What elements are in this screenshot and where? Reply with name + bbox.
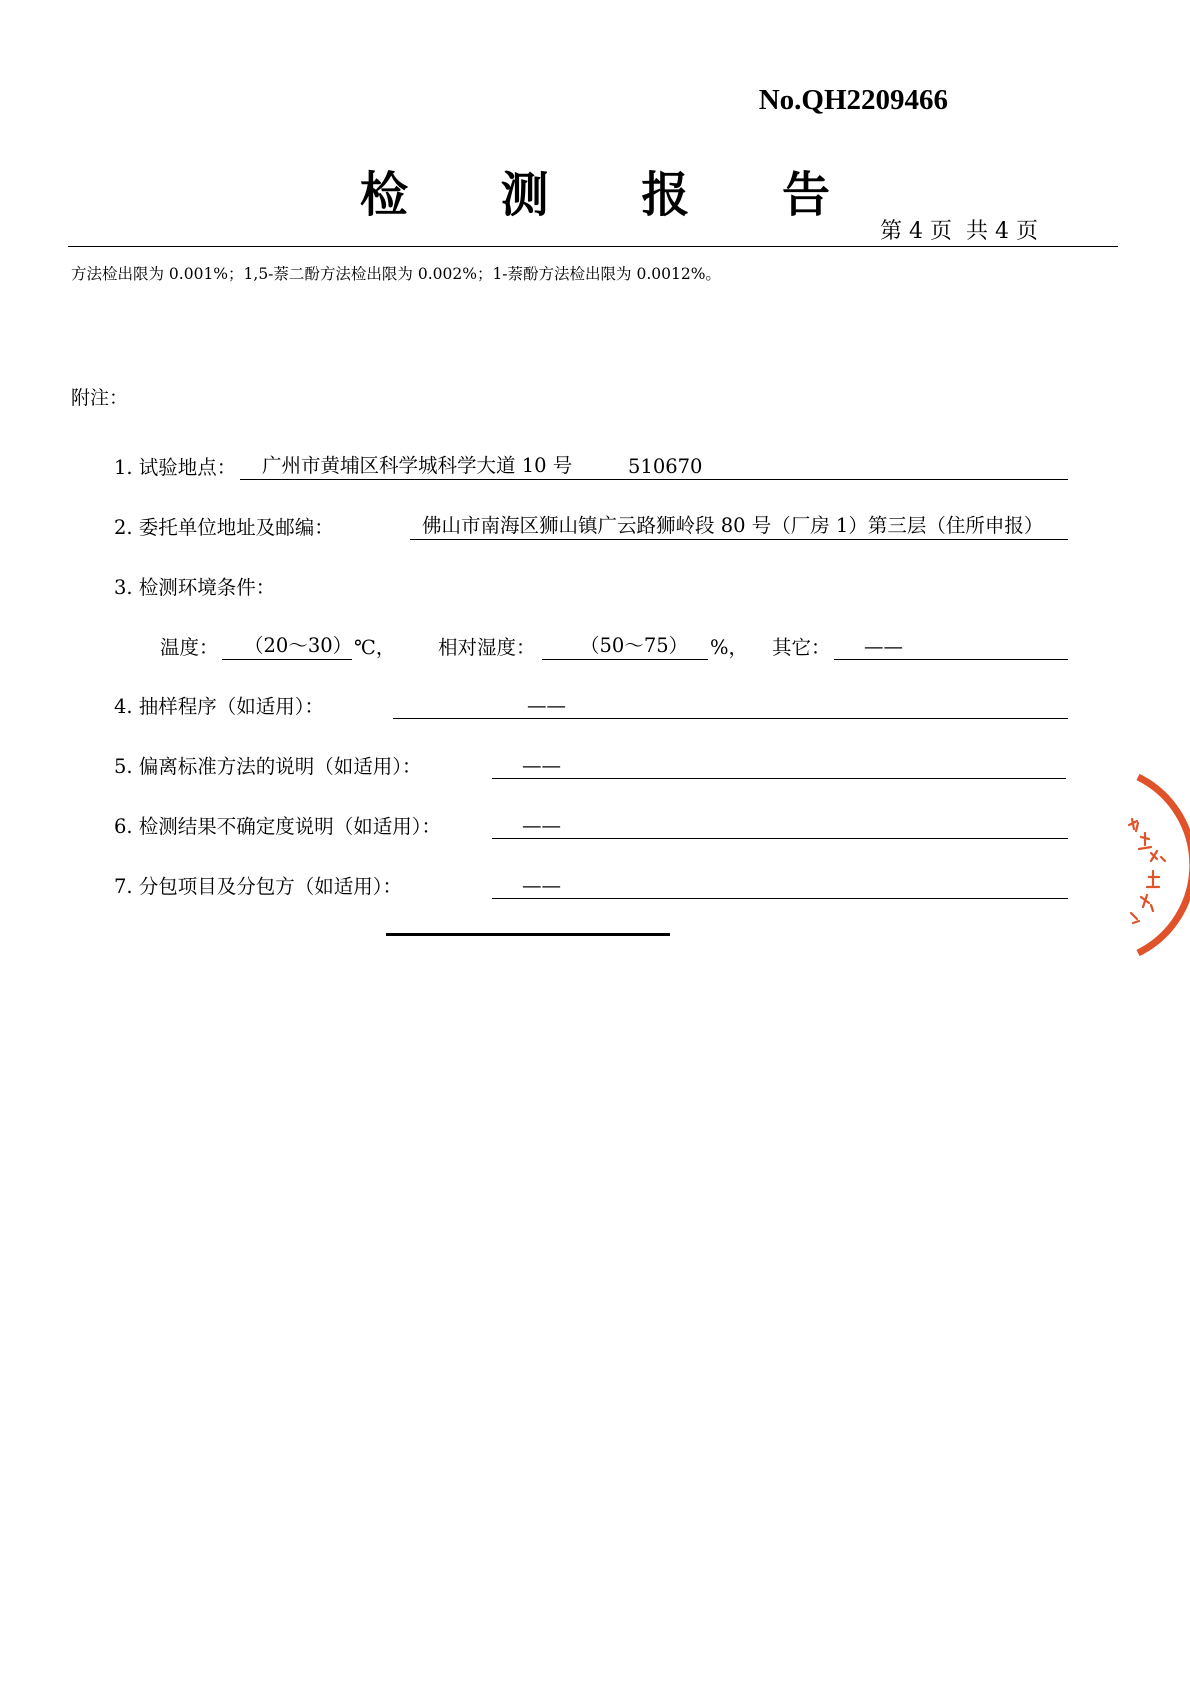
item-uncertainty-label: 6. 检测结果不确定度说明（如适用）： xyxy=(114,815,442,838)
subcontract-field xyxy=(492,870,1068,899)
deviation-value: —— xyxy=(522,754,561,777)
item-test-location-label: 1. 试验地点： xyxy=(114,456,237,479)
other-conditions-value: —— xyxy=(864,635,903,658)
item-subcontract-label: 7. 分包项目及分包方（如适用）： xyxy=(114,875,403,898)
report-number: No.QH2209466 xyxy=(758,84,948,116)
method-detection-limit-note: 方法检出限为 0.001%；1,5-萘二酚方法检出限为 0.002%；1-萘酚方法检出限为 0.0012%。 xyxy=(71,265,721,283)
header-divider xyxy=(68,246,1118,247)
appendix-heading: 附注： xyxy=(71,387,129,409)
deviation-field xyxy=(492,750,1066,779)
item-environment-label: 3. 检测环境条件： xyxy=(114,576,276,599)
other-conditions-label: 其它： xyxy=(772,636,831,659)
sampling-value: —— xyxy=(527,694,566,717)
temperature-field xyxy=(222,631,352,660)
test-location-postcode: 510670 xyxy=(628,455,703,478)
seal-glyphs xyxy=(1129,819,1165,923)
report-title: 检 测 报 告 xyxy=(359,167,869,223)
client-address-value: 佛山市南海区狮山镇广云路狮岭段 80 号（厂房 1）第三层（住所申报） xyxy=(422,514,1044,537)
temperature-unit: ℃， xyxy=(354,636,396,659)
test-location-field xyxy=(240,451,1068,480)
item-sampling-label: 4. 抽样程序（如适用）： xyxy=(114,695,325,718)
sampling-field xyxy=(393,690,1068,719)
humidity-value: （50～75） xyxy=(580,634,689,657)
end-of-report-rule xyxy=(386,933,670,936)
temperature-label: 温度： xyxy=(160,636,219,659)
temperature-value: （20～30） xyxy=(244,634,353,657)
subcontract-value: —— xyxy=(522,874,561,897)
test-location-address: 广州市黄埔区科学城科学大道 10 号 xyxy=(262,454,573,477)
humidity-unit: %， xyxy=(710,636,749,659)
uncertainty-field xyxy=(492,810,1068,839)
item-deviation-label: 5. 偏离标准方法的说明（如适用）： xyxy=(114,755,422,778)
humidity-field xyxy=(542,631,708,660)
seal-ring xyxy=(1138,777,1190,953)
humidity-label: 相对湿度： xyxy=(438,636,536,659)
uncertainty-value: —— xyxy=(522,814,561,837)
other-conditions-field xyxy=(834,631,1068,660)
client-address-field xyxy=(410,511,1068,540)
page-count: 第 4 页 共 4 页 xyxy=(880,219,1038,244)
official-seal-icon xyxy=(1115,765,1190,965)
item-client-address-label: 2. 委托单位地址及邮编： xyxy=(114,516,334,539)
